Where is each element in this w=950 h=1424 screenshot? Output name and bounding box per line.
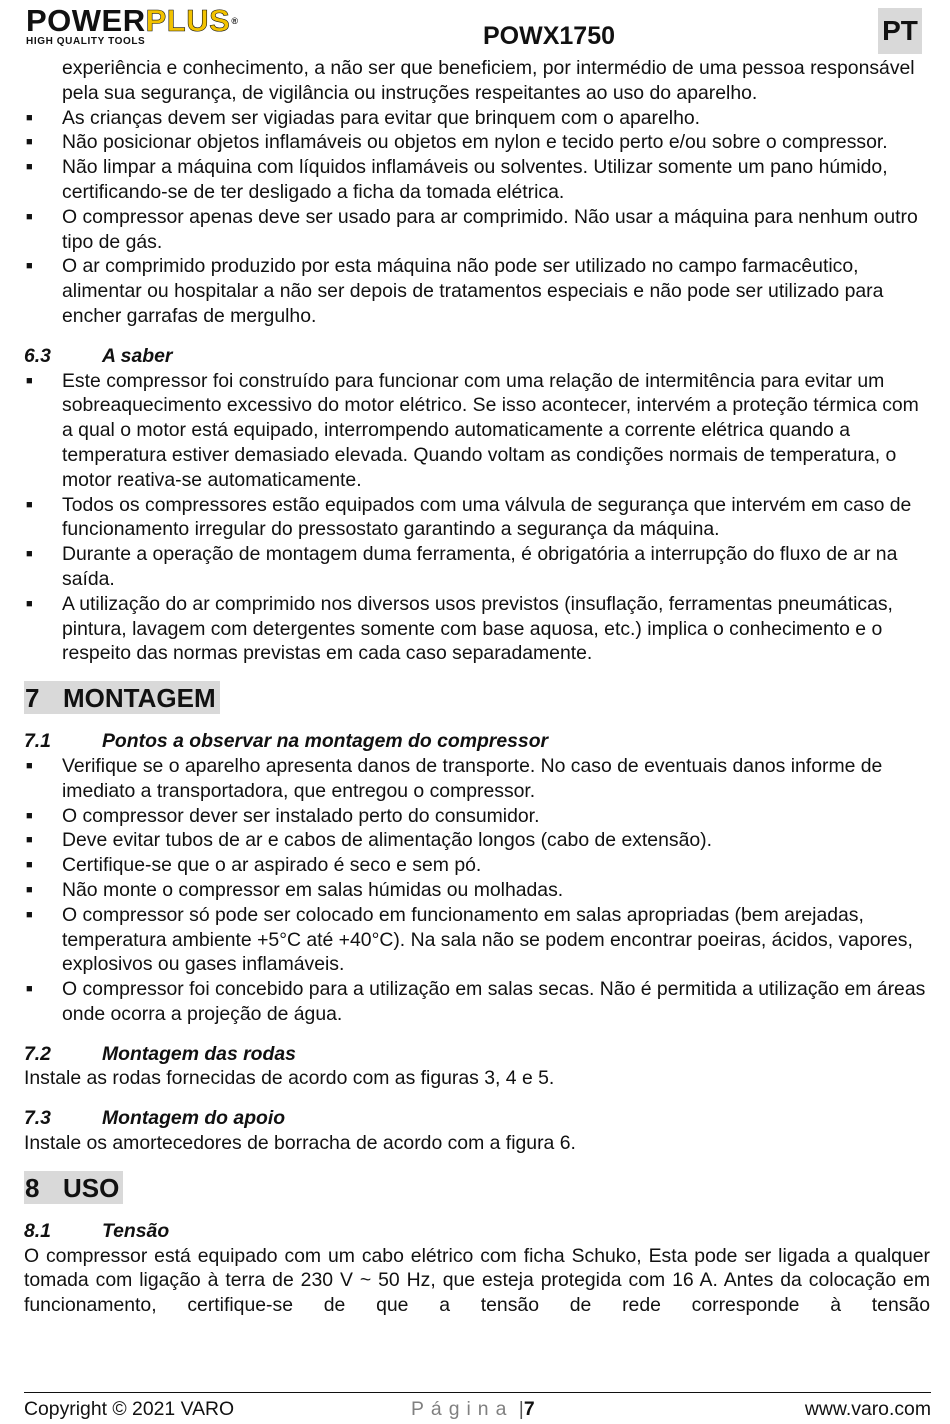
chapter-heading-8	[24, 1171, 123, 1204]
list-item	[24, 903, 930, 977]
list-item-text: Todos os compressores estão equipados com uma válvula de segurança que intervém em caso de funcionamento irregular do pressostato garantindo a segurança da máquina.	[62, 493, 912, 541]
page-label: Página	[411, 1398, 514, 1420]
list-item-text: As crianças devem ser vigiadas para evitar que brinquem com o aparelho.	[62, 106, 701, 129]
square-bullet-icon: ■	[26, 883, 33, 896]
list-item	[24, 804, 930, 829]
square-bullet-icon: ■	[26, 111, 33, 124]
square-bullet-icon: ■	[26, 548, 33, 561]
section-heading-7-3	[24, 1106, 930, 1131]
square-bullet-icon: ■	[26, 983, 33, 996]
section-7-1-list	[24, 754, 930, 1027]
page-content	[24, 56, 930, 1318]
section-title: A saber	[102, 344, 173, 367]
section-heading-8-1	[24, 1219, 930, 1244]
safety-list-continued	[24, 56, 930, 329]
copyright-text: Copyright © 2021 VARO	[24, 1398, 235, 1420]
list-item-text: Não posicionar objetos inflamáveis ou objetos em nylon e tecido perto e/ou sobre o compressor.	[62, 131, 888, 154]
website-text: www.varo.com	[804, 1398, 931, 1420]
list-item	[24, 592, 930, 666]
list-item	[24, 369, 930, 493]
square-bullet-icon: ■	[26, 136, 33, 149]
list-item-text: O compressor dever ser instalado perto do consumidor.	[62, 804, 540, 827]
list-item-text: O compressor foi concebido para a utilização em salas secas. Não é permitida a utilização em áreas onde ocorra a projeção de água.	[62, 978, 926, 1025]
chapter-number: 7	[25, 683, 40, 714]
page-header	[0, 0, 950, 56]
square-bullet-icon: ■	[26, 597, 33, 610]
list-item	[24, 205, 930, 255]
list-item	[24, 493, 930, 543]
list-item	[24, 853, 930, 878]
list-item	[24, 542, 930, 592]
section-number: 8.1	[24, 1219, 51, 1242]
square-bullet-icon: ■	[26, 161, 33, 174]
logo-power: POWER	[26, 3, 146, 38]
section-7-2-text: Instale as rodas fornecidas de acordo com as figuras 3, 4 e 5.	[24, 1067, 555, 1090]
section-title: Montagem do apoio	[102, 1107, 286, 1130]
section-number: 6.3	[24, 344, 51, 367]
list-item-text: O compressor só pode ser colocado em funcionamento em salas apropriadas (bem arejadas, temperatura ambiente +5°C até +40°C). Na sala não se podem encontrar poeiras, ácidos, vapores, explosivos ou gases inflamáveis.	[62, 903, 913, 976]
section-number: 7.2	[24, 1042, 51, 1065]
list-item-text: Não monte o compressor em salas húmidas ou molhadas.	[62, 878, 564, 901]
section-8-1-text: O compressor está equipado com um cabo elétrico com ficha Schuko, Esta pode ser ligada a qualquer tomada com ligação à terra de 230 V ~ 50 Hz, que esteja protegida com 16 A. Antes da colocação em funcionamento, certifique-se de que a tensão de rede corresponde à tensão	[24, 1244, 930, 1317]
page-number: 7	[523, 1398, 535, 1420]
list-item-text: O ar comprimido produzido por esta máquina não pode ser utilizado no campo farmacêutico, alimentar ou hospitalar a não ser depois de tratamentos especiais e não pode ser utilizado para encher garrafas de mergulho.	[62, 255, 884, 327]
language-badge: PT	[878, 8, 922, 54]
model-number: POWX1750	[483, 22, 616, 50]
list-item-text: Durante a operação de montagem duma ferramenta, é obrigatória a interrupção do fluxo de ar na saída.	[62, 543, 898, 590]
chapter-number: 8	[25, 1172, 40, 1203]
list-item-text: O compressor apenas deve ser usado para ar comprimido. Não usar a máquina para nenhum outro tipo de gás.	[62, 205, 918, 253]
chapter-title: MONTAGEM	[63, 683, 216, 714]
square-bullet-icon: ■	[26, 834, 33, 847]
list-item	[24, 56, 930, 106]
section-heading-6-3	[24, 344, 930, 369]
powerplus-logo	[26, 5, 284, 49]
list-item-text: A utilização do ar comprimido nos diversos usos previstos (insuflação, ferramentas pneumáticas, pintura, lavagem com detergentes somente com base aquosa, etc.) implica o conhecimento e o respeito das normas previstas em cada caso separadamente.	[62, 592, 893, 665]
section-title: Tensão	[102, 1219, 170, 1242]
list-item	[24, 155, 930, 205]
logo-plus: PLUS	[145, 3, 231, 38]
footer-divider	[24, 1392, 931, 1393]
page-separator: |	[518, 1398, 524, 1420]
list-item	[24, 828, 930, 853]
square-bullet-icon: ■	[26, 260, 33, 273]
section-number: 7.1	[24, 730, 51, 753]
square-bullet-icon: ■	[26, 759, 33, 772]
list-item	[24, 254, 930, 328]
chapter-heading-7	[24, 681, 220, 714]
logo-registered-mark: ®	[231, 16, 239, 26]
list-item	[24, 977, 930, 1027]
square-bullet-icon: ■	[26, 908, 33, 921]
section-heading-7-1	[24, 729, 930, 754]
logo-wordmark	[26, 5, 284, 37]
square-bullet-icon: ■	[26, 374, 33, 387]
section-7-3-text: Instale os amortecedores de borracha de acordo com a figura 6.	[24, 1132, 576, 1155]
square-bullet-icon: ■	[26, 498, 33, 511]
list-item-text: Deve evitar tubos de ar e cabos de alimentação longos (cabo de extensão).	[62, 829, 712, 852]
chapter-title: USO	[63, 1172, 120, 1203]
section-heading-7-2	[24, 1042, 930, 1067]
logo-tagline: HIGH QUALITY TOOLS	[26, 36, 146, 47]
square-bullet-icon: ■	[26, 210, 33, 223]
section-title: Pontos a observar na montagem do compressor	[102, 730, 549, 753]
square-bullet-icon: ■	[26, 859, 33, 872]
list-item-text: Verifique se o aparelho apresenta danos de transporte. No caso de eventuais danos informe de imediato a transportadora, que entregou o compressor.	[62, 754, 883, 802]
list-item-text: Este compressor foi construído para funcionar com uma relação de intermitência para evitar um sobreaquecimento excessivo do motor elétrico. Se isso acontecer, intervém a proteção térmica com a qual o motor está equipado, interrompendo automaticamente a corrente elétrica quando a temperatura estiver demasiado elevada. Quando voltam as condições normais de temperatura, o motor reativa-se automaticamente.	[62, 369, 919, 491]
list-item	[24, 754, 930, 804]
section-title: Montagem das rodas	[102, 1042, 296, 1065]
page-indicator	[411, 1396, 535, 1422]
list-item-text: Certifique-se que o ar aspirado é seco e sem pó.	[62, 854, 482, 877]
section-6-3-list	[24, 369, 930, 667]
list-item	[24, 130, 930, 155]
list-item	[24, 106, 930, 131]
list-item-text: experiência e conhecimento, a não ser que beneficiem, por intermédio de uma pessoa responsável pela sua segurança, de vigilância ou instruções respeitantes ao uso do aparelho.	[62, 57, 915, 104]
list-item	[24, 878, 930, 903]
square-bullet-icon: ■	[26, 809, 33, 822]
section-number: 7.3	[24, 1107, 51, 1130]
list-item-text: Não limpar a máquina com líquidos inflamáveis ou solventes. Utilizar somente um pano húmido, certificando-se de ter desligado a ficha da tomada elétrica.	[62, 156, 888, 203]
